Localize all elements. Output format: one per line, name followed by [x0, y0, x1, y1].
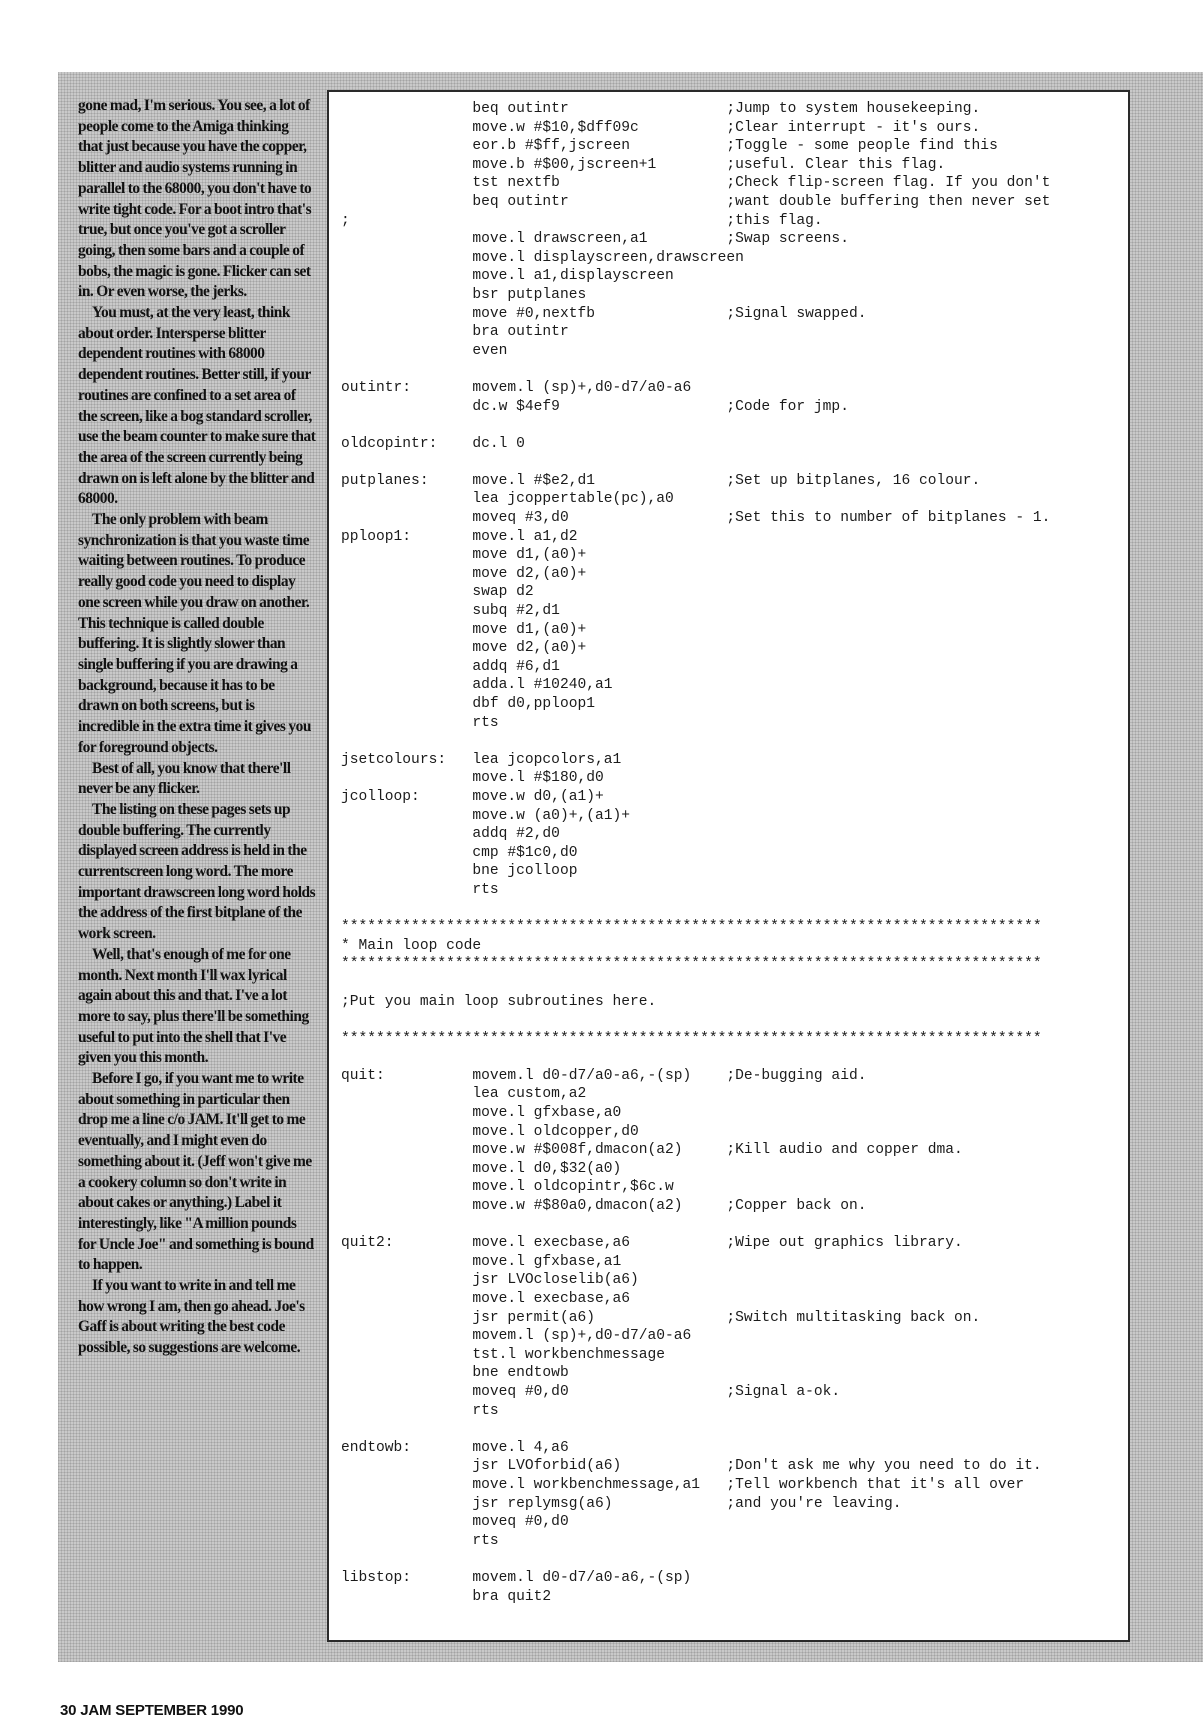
article-paragraph: If you want to write in and tell me how wrong I am, then go ahead. Joe's Gaff is about writing the best code possible, so suggestions are welcome.: [78, 1277, 305, 1357]
code-line: addq #2,d0: [341, 826, 560, 843]
code-line: eor.b #$ff,jscreen ;Toggle - some people find this: [341, 138, 998, 155]
code-line: move.l #$180,d0: [341, 770, 604, 787]
code-line: [341, 416, 1050, 435]
code-line: moveq #0,d0 ;Signal a-ok.: [341, 1383, 841, 1400]
code-line: adda.l #10240,a1: [341, 677, 613, 694]
code-line: ; ;this flag.: [341, 212, 823, 229]
code-line: bsr putplanes: [341, 286, 587, 303]
code-line: jsr permit(a6) ;Switch multitasking back on.: [341, 1309, 981, 1326]
code-line: tst nextfb ;Check flip-screen flag. If you don't: [341, 175, 1051, 192]
code-line: move.w #$008f,dmacon(a2) ;Kill audio and copper dma.: [341, 1142, 963, 1159]
code-line: addq #6,d1: [341, 658, 560, 675]
code-line: moveq #0,d0: [341, 1514, 569, 1531]
article-paragraph: The listing on these pages sets up double buffering. The currently displayed screen address is held in the currentscreen long word. The more important drawscreen long word holds the address of the first bitplane of the work screen.: [78, 800, 316, 943]
code-line: outintr: movem.l (sp)+,d0-d7/a0-a6: [341, 379, 692, 396]
code-line: move #0,nextfb ;Signal swapped.: [341, 305, 867, 322]
code-line: [341, 900, 1050, 919]
code-line: lea jcoppertable(pc),a0: [341, 491, 674, 508]
code-line: quit2: move.l execbase,a6 ;Wipe out graphics library.: [341, 1235, 963, 1252]
code-line: [341, 1216, 1050, 1235]
code-line: bne endtowb: [341, 1365, 569, 1382]
code-line: move.l a1,displayscreen: [341, 268, 674, 285]
article-paragraph: gone mad, I'm serious. You see, a lot of people come to the Amiga thinking that just because you have the copper, blitter and audio systems running in parallel to the 68000, you don't have to write tight code. For a boot intro that's true, but once you've got a scroller going, then some bars and a couple of bobs, the magic is gone. Flicker can set in. Or even worse, the jerks.: [78, 97, 312, 301]
code-line: pploop1: move.l a1,d2: [341, 528, 578, 545]
article-paragraph: Before I go, if you want me to write about something in particular then drop me a line c/o JAM. It'll get to me eventually, and I might even do something about it. (Jeff won't give me a cookery column so don't write in about cakes or anything.) Label it interestingly, like "A million pounds for Uncle Joe" and something is bound to happen.: [78, 1070, 314, 1274]
code-line: lea custom,a2: [341, 1086, 587, 1103]
code-line: move.w (a0)+,(a1)+: [341, 807, 631, 824]
page-margin: [0, 0, 58, 1732]
code-line: [341, 974, 1050, 993]
code-line: [341, 1550, 1050, 1569]
code-line: rts: [341, 1402, 499, 1419]
code-line: ;Put you main loop subroutines here.: [341, 993, 657, 1010]
code-line: move d1,(a0)+: [341, 547, 587, 564]
code-line: putplanes: move.l #$e2,d1 ;Set up bitplanes, 16 colour.: [341, 472, 981, 489]
code-line: jcolloop: move.w d0,(a1)+: [341, 788, 604, 805]
code-line: [341, 1048, 1050, 1067]
code-line: jsetcolours: lea jcopcolors,a1: [341, 751, 622, 768]
code-line: [341, 360, 1050, 379]
code-line: jsr replymsg(a6) ;and you're leaving.: [341, 1495, 902, 1512]
code-line: libstop: movem.l d0-d7/a0-a6,-(sp): [341, 1569, 692, 1586]
code-line: jsr LVOcloselib(a6): [341, 1272, 639, 1289]
article-paragraph: Best of all, you know that there'll never be any flicker.: [78, 759, 291, 798]
article-paragraph: You must, at the very least, think about order. Intersperse blitter dependent routines with 68000 dependent routines. Better still, if your routines are confined to a set area of the screen, like a bog standard scroller, use the beam counter to make sure that the area of the screen currently being drawn on is left alone by the blitter and 68000.: [78, 304, 316, 508]
code-line: bra quit2: [341, 1588, 552, 1605]
code-line: [341, 732, 1050, 751]
code-line: move.l displayscreen,drawscreen: [341, 249, 744, 266]
code-line: even: [341, 342, 508, 359]
code-line: rts: [341, 1532, 499, 1549]
code-line: move.w #$10,$dff09c ;Clear interrupt - it's ours.: [341, 119, 981, 136]
code-line: move d1,(a0)+: [341, 621, 587, 638]
code-line: jsr LVOforbid(a6) ;Don't ask me why you need to do it.: [341, 1458, 1042, 1475]
code-listing-box: [327, 90, 1130, 1642]
code-line: endtowb: move.l 4,a6: [341, 1439, 569, 1456]
article-paragraph: The only problem with beam synchronization is that you waste time waiting between routines. To produce really good code you need to display one screen while you draw on another. This technique is called double buffering. It is slightly slower than single buffering if you are drawing a background, because it has to be drawn on both screens, but is incredible in the extra time it gives you for foreground objects.: [78, 511, 311, 756]
code-line: move.l d0,$32(a0): [341, 1160, 622, 1177]
code-listing: [341, 100, 1050, 1606]
code-line: quit: movem.l d0-d7/a0-a6,-(sp) ;De-bugging aid.: [341, 1067, 867, 1084]
article-paragraph: Well, that's enough of me for one month. Next month I'll wax lyrical again about this and that. I've a lot more to say, plus there'll be something useful to put into the shell that I've given you this month.: [78, 945, 309, 1067]
code-line: beq outintr ;Jump to system housekeeping.: [341, 101, 981, 117]
code-line: ********************************************************************************: [341, 919, 1042, 936]
code-line: dc.w $4ef9 ;Code for jmp.: [341, 398, 849, 415]
code-line: swap d2: [341, 584, 534, 601]
code-line: ********************************************************************************: [341, 1030, 1042, 1047]
code-line: ********************************************************************************: [341, 956, 1042, 973]
code-line: dbf d0,pploop1: [341, 696, 595, 712]
code-line: move.b #$00,jscreen+1 ;useful. Clear this flag.: [341, 156, 946, 173]
code-line: * Main loop code: [341, 937, 482, 954]
code-line: oldcopintr: dc.l 0: [341, 435, 525, 452]
code-line: move.l oldcopintr,$6c.w: [341, 1179, 674, 1196]
code-line: movem.l (sp)+,d0-d7/a0-a6: [341, 1328, 692, 1345]
code-line: rts: [341, 714, 499, 731]
code-line: subq #2,d1: [341, 603, 560, 620]
code-line: move.l gfxbase,a0: [341, 1105, 622, 1122]
code-line: [341, 1011, 1050, 1030]
code-line: move.w #$80a0,dmacon(a2) ;Copper back on.: [341, 1198, 867, 1215]
code-line: [341, 1420, 1050, 1439]
article-column: [78, 96, 316, 1652]
code-line: [341, 453, 1050, 472]
code-line: bne jcolloop: [341, 863, 578, 880]
code-line: move.l execbase,a6: [341, 1291, 631, 1307]
code-line: cmp #$1c0,d0: [341, 844, 578, 861]
code-line: move d2,(a0)+: [341, 640, 587, 657]
code-line: moveq #3,d0 ;Set this to number of bitplanes - 1.: [341, 510, 1051, 527]
code-line: beq outintr ;want double buffering then never set: [341, 193, 1051, 210]
code-line: rts: [341, 881, 499, 898]
code-line: move d2,(a0)+: [341, 565, 587, 582]
code-line: move.l workbenchmessage,a1 ;Tell workbench that it's all over: [341, 1476, 1025, 1493]
code-line: tst.l workbenchmessage: [341, 1346, 666, 1363]
code-line: move.l drawscreen,a1 ;Swap screens.: [341, 231, 849, 248]
code-line: move.l oldcopper,d0: [341, 1123, 639, 1140]
code-line: move.l gfxbase,a1: [341, 1253, 622, 1270]
code-line: bra outintr: [341, 324, 569, 341]
page-footer: 30 JAM SEPTEMBER 1990: [60, 1702, 244, 1719]
